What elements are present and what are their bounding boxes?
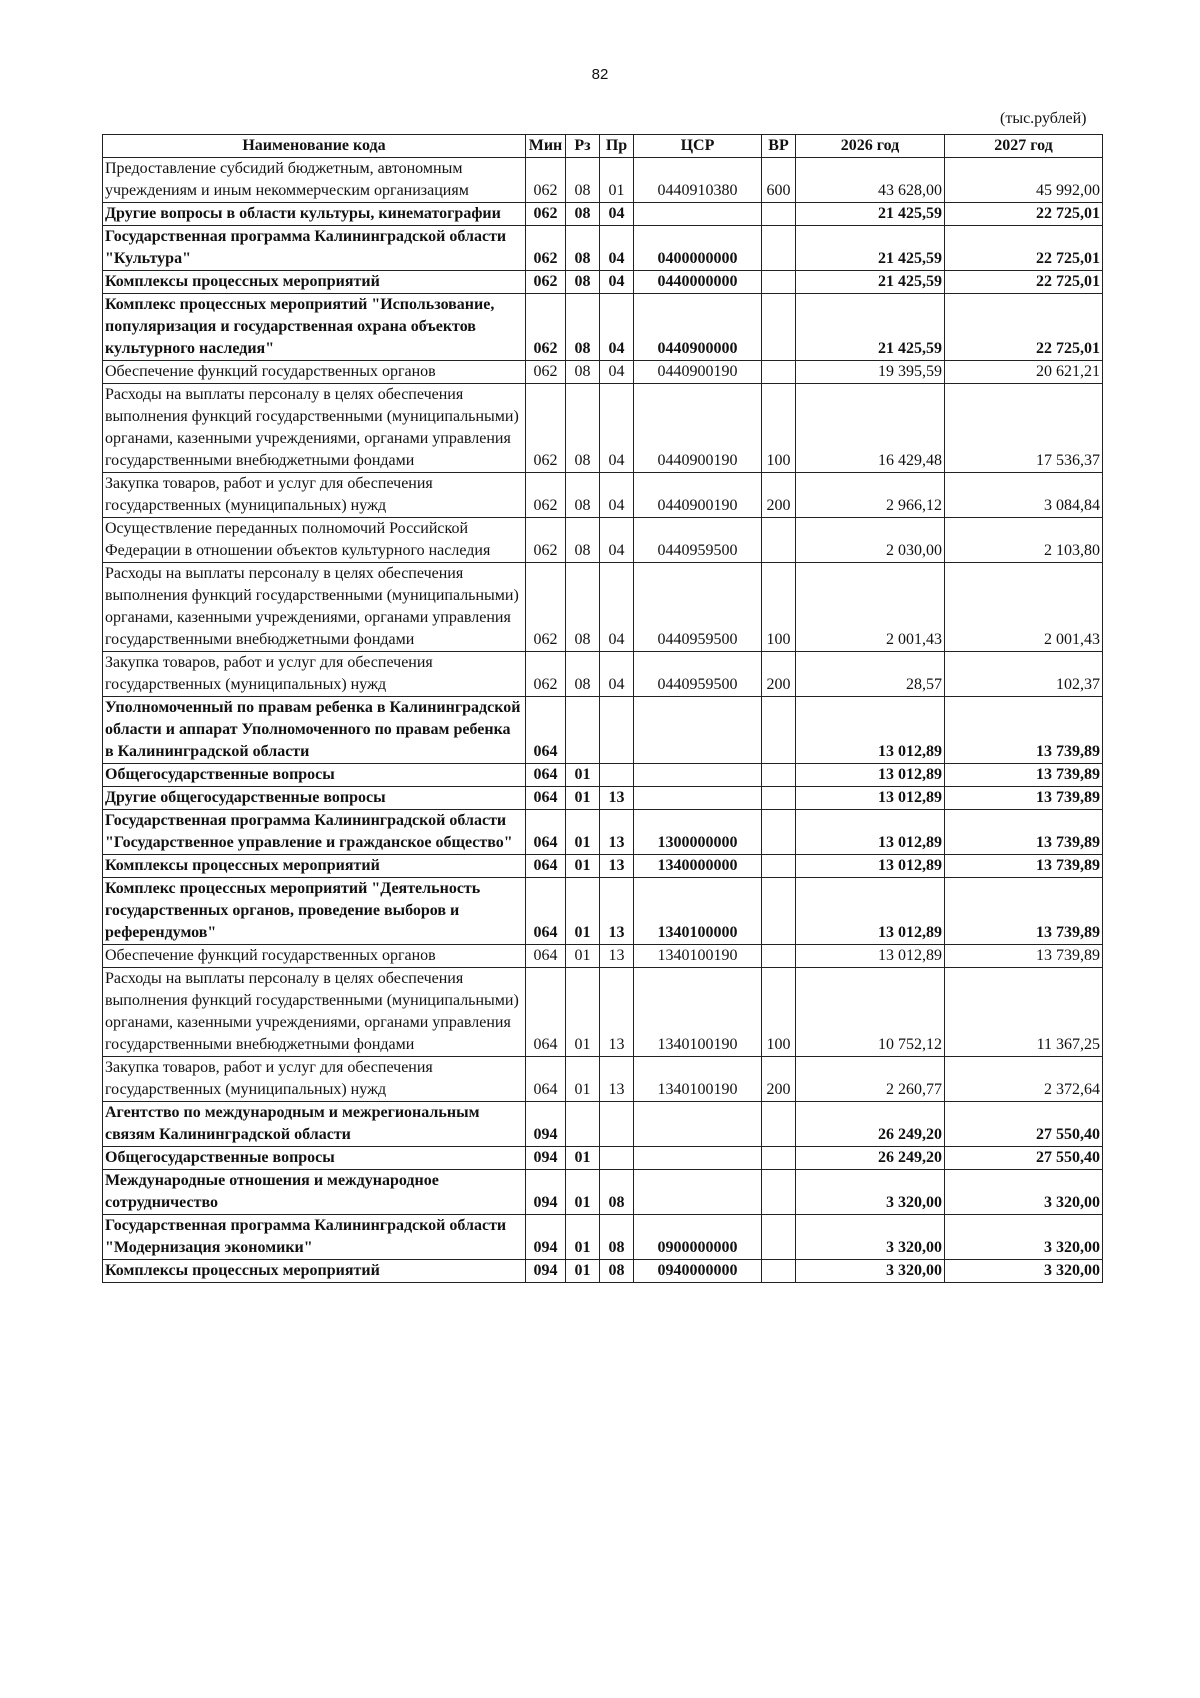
header-min: Мин xyxy=(526,135,566,158)
cell-2027: 3 320,00 xyxy=(945,1215,1103,1260)
table-row xyxy=(103,271,1103,294)
table-row xyxy=(103,384,1103,473)
cell-name: Расходы на выплаты персоналу в целях обеспечения выполнения функций государственными (муниципальными) органами, казенными учреждениями, органами управления государственными внебюджетными фондами xyxy=(103,384,526,473)
cell-2027: 11 367,25 xyxy=(945,968,1103,1057)
table-row xyxy=(103,787,1103,810)
cell-vr xyxy=(762,1215,796,1260)
page-number: 82 xyxy=(591,66,609,83)
table-row xyxy=(103,226,1103,271)
cell-min: 062 xyxy=(526,203,566,226)
cell-min: 064 xyxy=(526,697,566,764)
cell-pr: 04 xyxy=(600,384,634,473)
cell-csr: 0440910380 xyxy=(634,158,762,203)
cell-name: Агентство по международным и межрегиональным связям Калининградской области xyxy=(103,1102,526,1147)
cell-min: 094 xyxy=(526,1102,566,1147)
cell-2026: 13 012,89 xyxy=(796,810,945,855)
cell-csr: 0940000000 xyxy=(634,1260,762,1283)
cell-vr xyxy=(762,945,796,968)
header-2026: 2026 год xyxy=(796,135,945,158)
cell-vr: 200 xyxy=(762,1057,796,1102)
cell-2026: 13 012,89 xyxy=(796,878,945,945)
cell-csr: 0440900000 xyxy=(634,294,762,361)
header-vr: ВР xyxy=(762,135,796,158)
table-row xyxy=(103,697,1103,764)
header-rz: Рз xyxy=(566,135,600,158)
cell-name: Другие вопросы в области культуры, кинематографии xyxy=(103,203,526,226)
cell-min: 094 xyxy=(526,1260,566,1283)
table-row xyxy=(103,764,1103,787)
cell-name: Обеспечение функций государственных органов xyxy=(103,361,526,384)
cell-2026: 13 012,89 xyxy=(796,855,945,878)
cell-2026: 19 395,59 xyxy=(796,361,945,384)
table-row xyxy=(103,1102,1103,1147)
cell-name: Закупка товаров, работ и услуг для обеспечения государственных (муниципальных) нужд xyxy=(103,473,526,518)
cell-2026: 43 628,00 xyxy=(796,158,945,203)
cell-2026: 13 012,89 xyxy=(796,764,945,787)
cell-2026: 21 425,59 xyxy=(796,203,945,226)
cell-min: 064 xyxy=(526,878,566,945)
cell-pr: 08 xyxy=(600,1215,634,1260)
cell-2027: 13 739,89 xyxy=(945,764,1103,787)
table-row xyxy=(103,855,1103,878)
cell-csr: 0440959500 xyxy=(634,518,762,563)
cell-name: Комплексы процессных мероприятий xyxy=(103,855,526,878)
cell-name: Расходы на выплаты персоналу в целях обеспечения выполнения функций государственными (муниципальными) органами, казенными учреждениями, органами управления государственными внебюджетными фондами xyxy=(103,968,526,1057)
cell-pr: 13 xyxy=(600,787,634,810)
cell-name: Комплексы процессных мероприятий xyxy=(103,1260,526,1283)
cell-name: Международные отношения и международное сотрудничество xyxy=(103,1170,526,1215)
header-name: Наименование кода xyxy=(103,135,526,158)
cell-2026: 2 966,12 xyxy=(796,473,945,518)
cell-pr: 13 xyxy=(600,810,634,855)
table-row xyxy=(103,563,1103,652)
cell-rz: 01 xyxy=(566,764,600,787)
cell-pr xyxy=(600,1102,634,1147)
cell-2026: 21 425,59 xyxy=(796,294,945,361)
cell-csr xyxy=(634,787,762,810)
cell-vr: 100 xyxy=(762,384,796,473)
table-row xyxy=(103,1170,1103,1215)
cell-pr xyxy=(600,1147,634,1170)
cell-csr xyxy=(634,203,762,226)
cell-min: 094 xyxy=(526,1147,566,1170)
cell-pr xyxy=(600,697,634,764)
cell-csr: 1340100000 xyxy=(634,878,762,945)
cell-2026: 13 012,89 xyxy=(796,945,945,968)
cell-min: 064 xyxy=(526,810,566,855)
cell-name: Другие общегосударственные вопросы xyxy=(103,787,526,810)
cell-2027: 2 372,64 xyxy=(945,1057,1103,1102)
cell-name: Предоставление субсидий бюджетным, автономным учреждениям и иным некоммерческим организациям xyxy=(103,158,526,203)
cell-min: 062 xyxy=(526,384,566,473)
cell-rz: 08 xyxy=(566,518,600,563)
cell-pr: 04 xyxy=(600,563,634,652)
cell-csr: 0900000000 xyxy=(634,1215,762,1260)
cell-csr: 1300000000 xyxy=(634,810,762,855)
cell-2027: 13 739,89 xyxy=(945,878,1103,945)
cell-rz: 01 xyxy=(566,787,600,810)
cell-min: 062 xyxy=(526,271,566,294)
cell-vr xyxy=(762,1170,796,1215)
cell-min: 064 xyxy=(526,945,566,968)
cell-2027: 45 992,00 xyxy=(945,158,1103,203)
cell-2026: 3 320,00 xyxy=(796,1215,945,1260)
cell-name: Расходы на выплаты персоналу в целях обеспечения выполнения функций государственными (муниципальными) органами, казенными учреждениями, органами управления государственными внебюджетными фондами xyxy=(103,563,526,652)
table-row xyxy=(103,810,1103,855)
cell-min: 062 xyxy=(526,652,566,697)
cell-rz: 08 xyxy=(566,158,600,203)
table-row xyxy=(103,968,1103,1057)
cell-2027: 22 725,01 xyxy=(945,226,1103,271)
cell-name: Государственная программа Калининградской области "Государственное управление и гражданское общество" xyxy=(103,810,526,855)
cell-pr: 04 xyxy=(600,294,634,361)
cell-2026: 2 001,43 xyxy=(796,563,945,652)
cell-pr: 13 xyxy=(600,1057,634,1102)
cell-2027: 13 739,89 xyxy=(945,945,1103,968)
cell-2027: 3 320,00 xyxy=(945,1170,1103,1215)
cell-2027: 13 739,89 xyxy=(945,787,1103,810)
cell-csr xyxy=(634,1147,762,1170)
cell-min: 094 xyxy=(526,1170,566,1215)
cell-2027: 13 739,89 xyxy=(945,697,1103,764)
cell-csr xyxy=(634,697,762,764)
cell-min: 064 xyxy=(526,1057,566,1102)
cell-2027: 2 103,80 xyxy=(945,518,1103,563)
cell-vr xyxy=(762,697,796,764)
cell-2026: 13 012,89 xyxy=(796,787,945,810)
cell-rz: 08 xyxy=(566,203,600,226)
cell-2027: 17 536,37 xyxy=(945,384,1103,473)
cell-vr xyxy=(762,764,796,787)
cell-csr: 0440900190 xyxy=(634,384,762,473)
cell-2027: 27 550,40 xyxy=(945,1147,1103,1170)
cell-rz: 08 xyxy=(566,652,600,697)
cell-csr: 0440900190 xyxy=(634,361,762,384)
header-pr: Пр xyxy=(600,135,634,158)
cell-2027: 22 725,01 xyxy=(945,271,1103,294)
cell-csr: 0440000000 xyxy=(634,271,762,294)
cell-vr xyxy=(762,271,796,294)
cell-2027: 2 001,43 xyxy=(945,563,1103,652)
cell-min: 062 xyxy=(526,473,566,518)
cell-csr: 0400000000 xyxy=(634,226,762,271)
cell-pr: 04 xyxy=(600,361,634,384)
cell-vr xyxy=(762,226,796,271)
cell-rz: 08 xyxy=(566,294,600,361)
cell-rz: 08 xyxy=(566,563,600,652)
cell-vr: 100 xyxy=(762,968,796,1057)
units-label: (тыс.рублей) xyxy=(1000,110,1087,127)
cell-2027: 3 320,00 xyxy=(945,1260,1103,1283)
cell-csr: 0440900190 xyxy=(634,473,762,518)
cell-2026: 3 320,00 xyxy=(796,1260,945,1283)
cell-2027: 102,37 xyxy=(945,652,1103,697)
cell-name: Осуществление переданных полномочий Российской Федерации в отношении объектов культурного наследия xyxy=(103,518,526,563)
cell-min: 062 xyxy=(526,294,566,361)
cell-2027: 22 725,01 xyxy=(945,203,1103,226)
cell-pr: 08 xyxy=(600,1170,634,1215)
cell-vr xyxy=(762,294,796,361)
cell-min: 064 xyxy=(526,764,566,787)
table-row xyxy=(103,518,1103,563)
cell-pr: 04 xyxy=(600,518,634,563)
cell-rz: 01 xyxy=(566,855,600,878)
cell-min: 064 xyxy=(526,787,566,810)
cell-rz xyxy=(566,697,600,764)
cell-vr xyxy=(762,1260,796,1283)
header-csr: ЦСР xyxy=(634,135,762,158)
table-row xyxy=(103,361,1103,384)
cell-2027: 3 084,84 xyxy=(945,473,1103,518)
cell-vr xyxy=(762,518,796,563)
cell-min: 094 xyxy=(526,1215,566,1260)
cell-csr: 1340100190 xyxy=(634,1057,762,1102)
cell-rz: 01 xyxy=(566,1215,600,1260)
cell-name: Закупка товаров, работ и услуг для обеспечения государственных (муниципальных) нужд xyxy=(103,1057,526,1102)
cell-min: 064 xyxy=(526,855,566,878)
table-row xyxy=(103,1057,1103,1102)
cell-vr xyxy=(762,787,796,810)
cell-name: Общегосударственные вопросы xyxy=(103,1147,526,1170)
table-row xyxy=(103,294,1103,361)
cell-rz: 01 xyxy=(566,878,600,945)
cell-name: Государственная программа Калининградской области "Модернизация экономики" xyxy=(103,1215,526,1260)
cell-name: Закупка товаров, работ и услуг для обеспечения государственных (муниципальных) нужд xyxy=(103,652,526,697)
cell-2026: 16 429,48 xyxy=(796,384,945,473)
cell-rz: 01 xyxy=(566,968,600,1057)
cell-csr xyxy=(634,1170,762,1215)
table-row xyxy=(103,1147,1103,1170)
table-row xyxy=(103,1260,1103,1283)
cell-2027: 13 739,89 xyxy=(945,855,1103,878)
cell-csr: 0440959500 xyxy=(634,652,762,697)
cell-pr: 08 xyxy=(600,1260,634,1283)
cell-min: 062 xyxy=(526,563,566,652)
table-row xyxy=(103,158,1103,203)
cell-pr: 13 xyxy=(600,968,634,1057)
cell-rz: 01 xyxy=(566,1147,600,1170)
cell-rz: 08 xyxy=(566,361,600,384)
cell-pr: 13 xyxy=(600,855,634,878)
cell-vr xyxy=(762,810,796,855)
cell-pr: 13 xyxy=(600,945,634,968)
cell-name: Комплекс процессных мероприятий "Деятельность государственных органов, проведение выборов и референдумов" xyxy=(103,878,526,945)
table-row xyxy=(103,473,1103,518)
table-row xyxy=(103,945,1103,968)
cell-rz: 01 xyxy=(566,945,600,968)
cell-name: Уполномоченный по правам ребенка в Калининградской области и аппарат Уполномоченного по правам ребенка в Калининградской области xyxy=(103,697,526,764)
cell-vr xyxy=(762,855,796,878)
cell-2027: 22 725,01 xyxy=(945,294,1103,361)
cell-rz: 01 xyxy=(566,1170,600,1215)
cell-2026: 3 320,00 xyxy=(796,1170,945,1215)
cell-pr xyxy=(600,764,634,787)
cell-csr xyxy=(634,1102,762,1147)
cell-rz: 08 xyxy=(566,384,600,473)
cell-vr xyxy=(762,1102,796,1147)
cell-min: 062 xyxy=(526,361,566,384)
cell-rz: 01 xyxy=(566,1057,600,1102)
cell-2027: 13 739,89 xyxy=(945,810,1103,855)
cell-vr xyxy=(762,878,796,945)
cell-2026: 2 030,00 xyxy=(796,518,945,563)
cell-rz: 01 xyxy=(566,810,600,855)
cell-rz: 08 xyxy=(566,473,600,518)
cell-pr: 04 xyxy=(600,271,634,294)
cell-vr: 600 xyxy=(762,158,796,203)
cell-2026: 2 260,77 xyxy=(796,1057,945,1102)
cell-vr: 200 xyxy=(762,473,796,518)
cell-2026: 26 249,20 xyxy=(796,1102,945,1147)
cell-2027: 27 550,40 xyxy=(945,1102,1103,1147)
header-2027: 2027 год xyxy=(945,135,1103,158)
cell-name: Общегосударственные вопросы xyxy=(103,764,526,787)
cell-rz: 08 xyxy=(566,226,600,271)
table-row xyxy=(103,652,1103,697)
cell-min: 062 xyxy=(526,158,566,203)
cell-name: Комплекс процессных мероприятий "Использование, популяризация и государственная охрана объектов культурного наследия" xyxy=(103,294,526,361)
cell-name: Обеспечение функций государственных органов xyxy=(103,945,526,968)
cell-2026: 28,57 xyxy=(796,652,945,697)
table-row xyxy=(103,203,1103,226)
table-header-row xyxy=(103,135,1103,158)
cell-vr: 200 xyxy=(762,652,796,697)
cell-vr xyxy=(762,203,796,226)
cell-vr: 100 xyxy=(762,563,796,652)
cell-csr xyxy=(634,764,762,787)
table-row xyxy=(103,1215,1103,1260)
cell-min: 062 xyxy=(526,226,566,271)
cell-2027: 20 621,21 xyxy=(945,361,1103,384)
cell-2026: 13 012,89 xyxy=(796,697,945,764)
cell-2026: 21 425,59 xyxy=(796,271,945,294)
cell-csr: 1340000000 xyxy=(634,855,762,878)
cell-vr xyxy=(762,361,796,384)
cell-pr: 04 xyxy=(600,203,634,226)
cell-name: Государственная программа Калининградской области "Культура" xyxy=(103,226,526,271)
table-row xyxy=(103,878,1103,945)
cell-rz xyxy=(566,1102,600,1147)
cell-2026: 26 249,20 xyxy=(796,1147,945,1170)
cell-min: 064 xyxy=(526,968,566,1057)
cell-csr: 1340100190 xyxy=(634,968,762,1057)
cell-rz: 08 xyxy=(566,271,600,294)
cell-rz: 01 xyxy=(566,1260,600,1283)
cell-csr: 0440959500 xyxy=(634,563,762,652)
budget-table xyxy=(102,134,1103,1283)
cell-csr: 1340100190 xyxy=(634,945,762,968)
cell-2026: 21 425,59 xyxy=(796,226,945,271)
cell-vr xyxy=(762,1147,796,1170)
cell-pr: 13 xyxy=(600,878,634,945)
cell-pr: 01 xyxy=(600,158,634,203)
cell-min: 062 xyxy=(526,518,566,563)
cell-pr: 04 xyxy=(600,473,634,518)
cell-pr: 04 xyxy=(600,652,634,697)
cell-name: Комплексы процессных мероприятий xyxy=(103,271,526,294)
cell-pr: 04 xyxy=(600,226,634,271)
cell-2026: 10 752,12 xyxy=(796,968,945,1057)
